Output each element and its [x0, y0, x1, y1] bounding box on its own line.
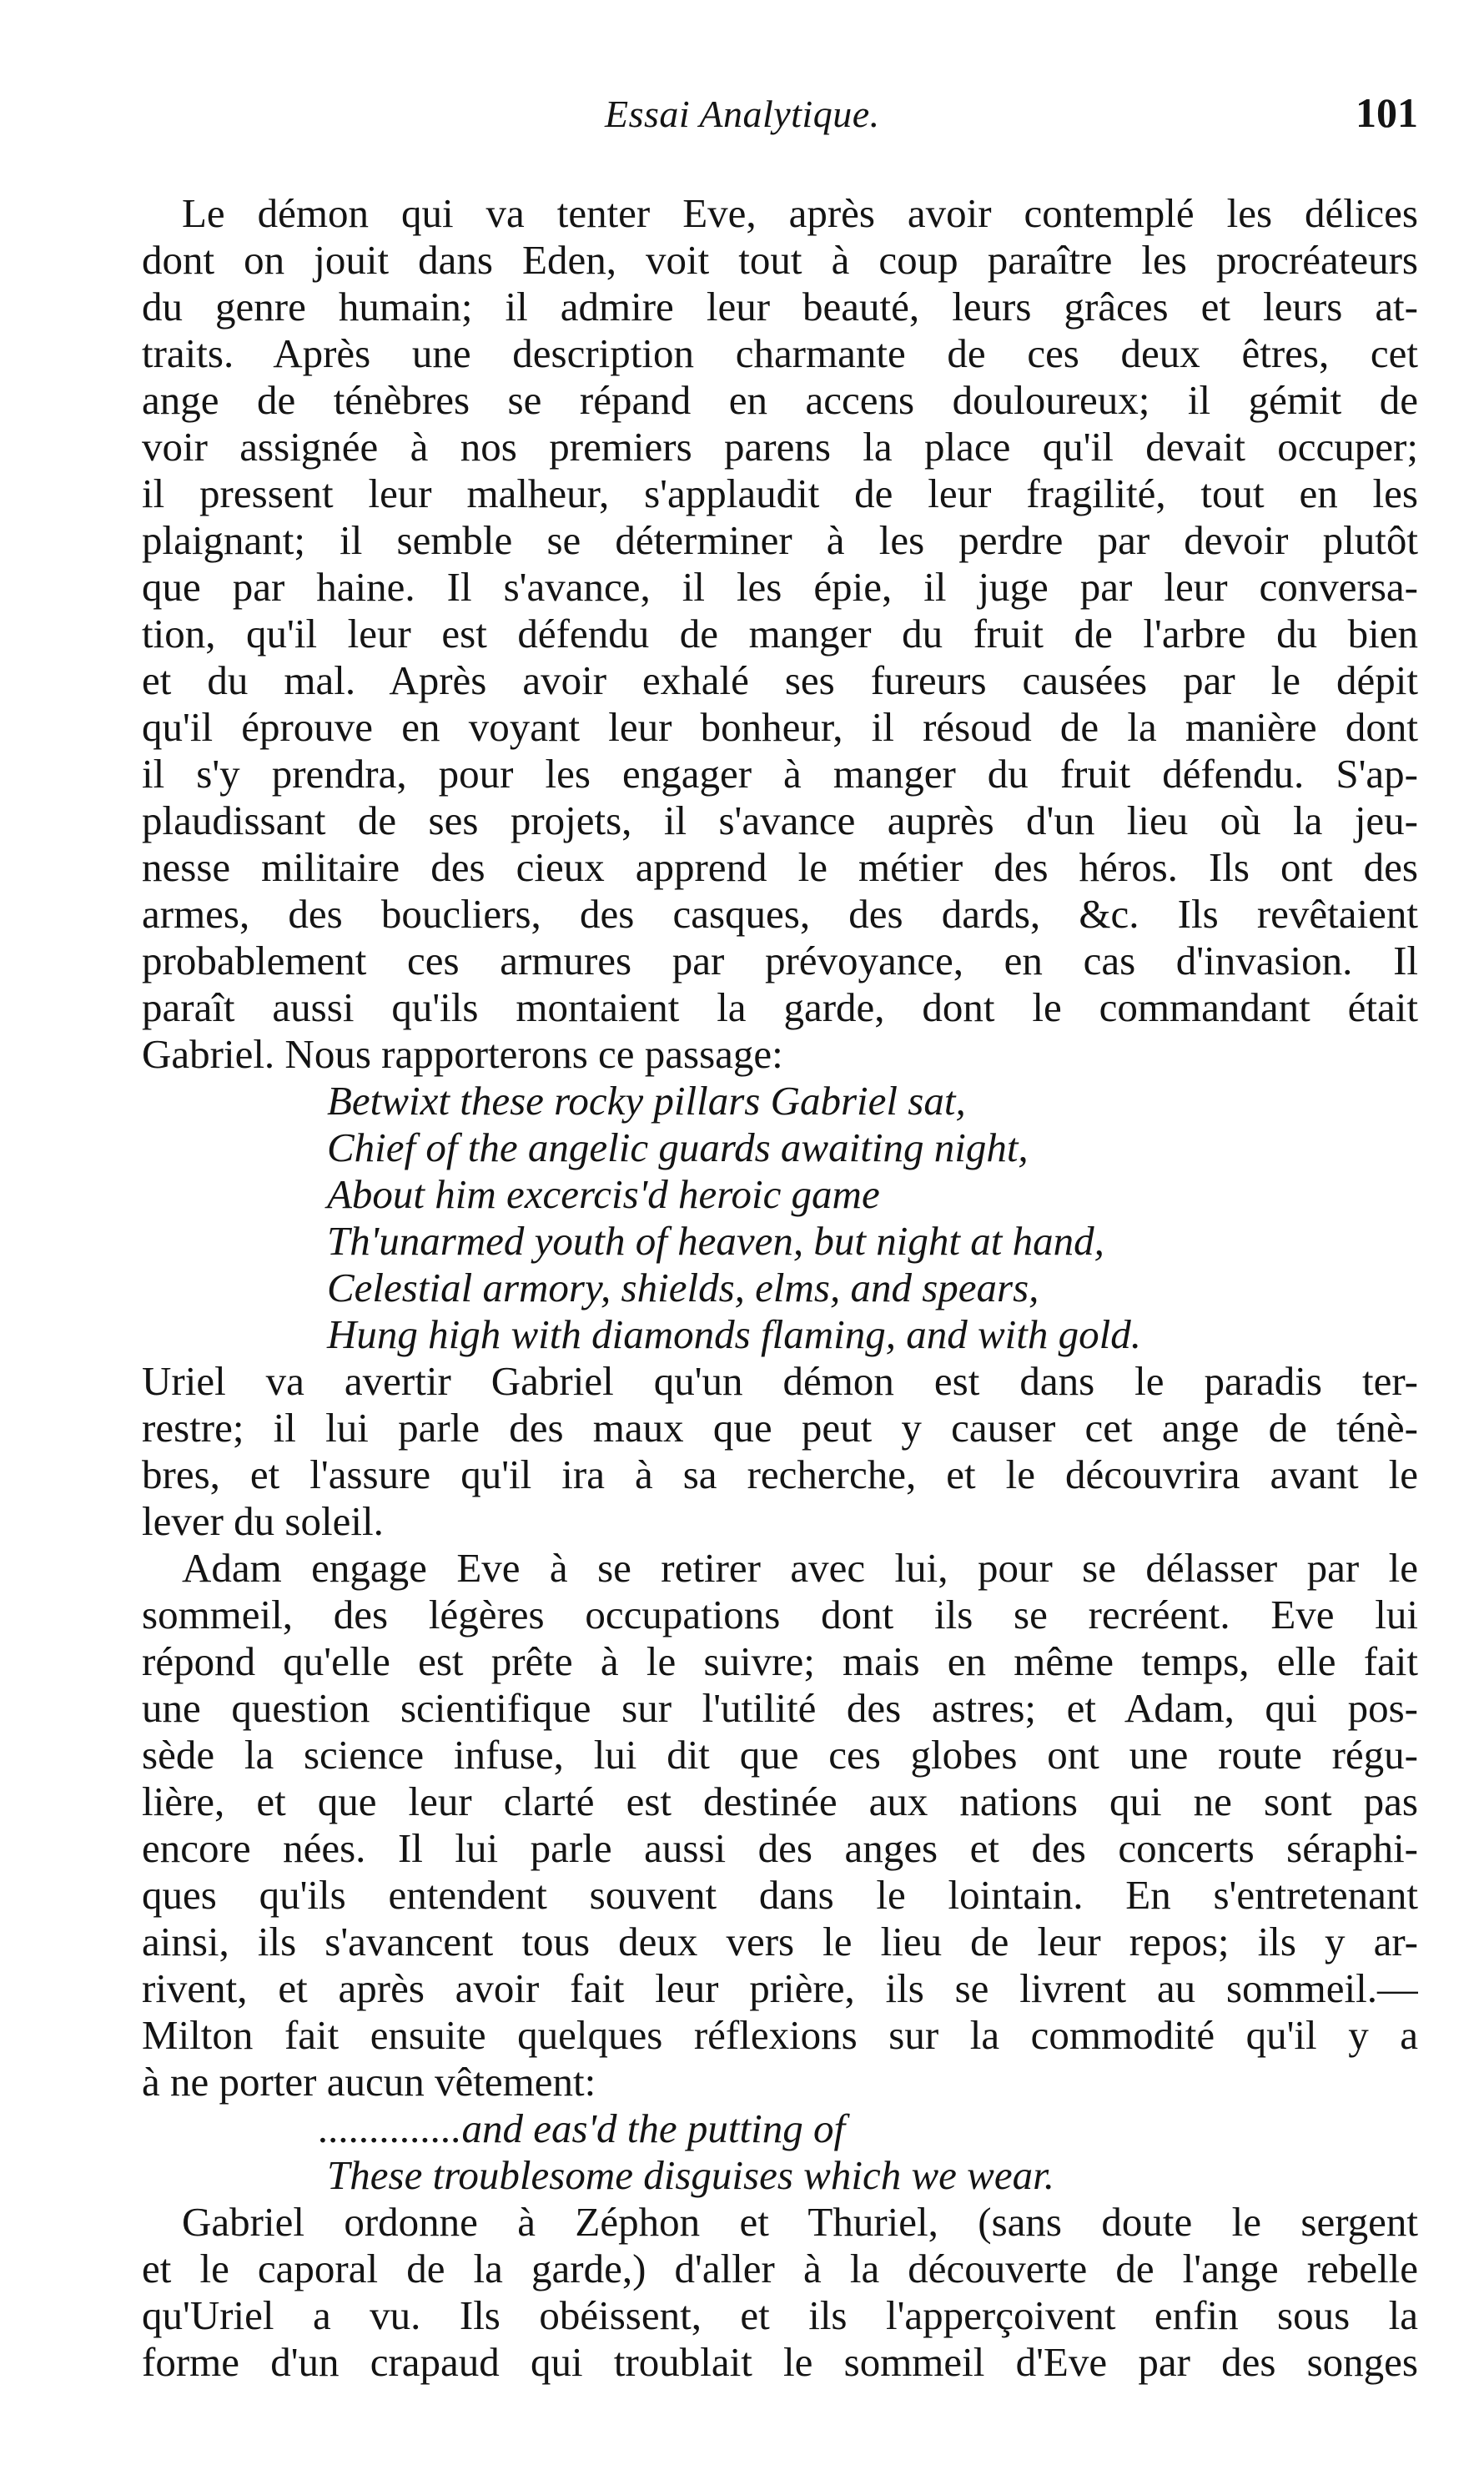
text-line: forme d'un crapaud qui troublait le sommeil d'Eve par des songes: [142, 2339, 1418, 2385]
text-line: sommeil, des légères occupations dont ils se recréent. Eve lui: [142, 1592, 1418, 1637]
running-title: Essai Analytique.: [605, 93, 880, 135]
text-line: ange de ténèbres se répand en accens douloureux; il gémit de: [142, 377, 1418, 423]
body-text: [142, 190, 1418, 2386]
page-number: 101: [1356, 89, 1418, 136]
text-line: lière, et que leur clarté est destinée aux nations qui ne sont pas: [142, 1778, 1418, 1824]
text-line: lever du soleil.: [142, 1498, 384, 1544]
text-line: paraît aussi qu'ils montaient la garde, dont le commandant était: [142, 984, 1418, 1030]
text-line: nesse militaire des cieux apprend le métier des héros. Ils ont des: [142, 844, 1418, 890]
text-line: répond qu'elle est prête à le suivre; mais en même temps, elle fait: [142, 1638, 1418, 1684]
text-line: probablement ces armures par prévoyance, en cas d'invasion. Il: [142, 938, 1418, 983]
text-line: ainsi, ils s'avancent tous deux vers le lieu de leur repos; ils y ar-: [142, 1919, 1418, 1964]
text-line: restre; il lui parle des maux que peut y causer cet ange de ténè-: [142, 1405, 1418, 1451]
text-line: il pressent leur malheur, s'applaudit de leur fragilité, tout en les: [142, 470, 1418, 516]
verse-line: Celestial armory, shields, elms, and spears,: [327, 1265, 1039, 1310]
verse-line: Chief of the angelic guards awaiting night,: [327, 1124, 1029, 1170]
text-line: Gabriel ordonne à Zéphon et Thuriel, (sans doute le sergent: [182, 2199, 1418, 2245]
text-line: il s'y prendra, pour les engager à manger du fruit défendu. S'ap-: [142, 751, 1418, 797]
verse-line: About him excercis'd heroic game: [327, 1171, 880, 1217]
text-line: qu'il éprouve en voyant leur bonheur, il résoud de la manière dont: [142, 704, 1418, 750]
text-line: que par haine. Il s'avance, il les épie, il juge par leur conversa-: [142, 564, 1418, 610]
text-line: et le caporal de la garde,) d'aller à la découverte de l'ange rebelle: [142, 2246, 1418, 2291]
text-line: qu'Uriel a vu. Ils obéissent, et ils l'apperçoivent enfin sous la: [142, 2292, 1418, 2338]
text-line: plaignant; il semble se déterminer à les perdre par devoir plutôt: [142, 517, 1418, 563]
text-line: voir assignée à nos premiers parens la place qu'il devait occuper;: [142, 424, 1418, 470]
verse-line: Betwixt these rocky pillars Gabriel sat,: [327, 1078, 966, 1124]
text-line: sède la science infuse, lui dit que ces globes ont une route régu-: [142, 1732, 1418, 1778]
text-line: ques qu'ils entendent souvent dans le lointain. En s'entretenant: [142, 1872, 1418, 1918]
text-line: à ne porter aucun vêtement:: [142, 2059, 596, 2105]
text-line: Milton fait ensuite quelques réflexions sur la commodité qu'il y a: [142, 2012, 1418, 2058]
text-line: une question scientifique sur l'utilité des astres; et Adam, qui pos-: [142, 1685, 1418, 1731]
text-line: tion, qu'il leur est défendu de manger du fruit de l'arbre du bien: [142, 611, 1418, 656]
text-line: rivent, et après avoir fait leur prière, ils se livrent au sommeil.—: [142, 1965, 1418, 2011]
text-line: et du mal. Après avoir exhalé ses fureurs causées par le dépit: [142, 657, 1418, 703]
text-line: Le démon qui va tenter Eve, après avoir contemplé les délices: [182, 190, 1418, 236]
text-line: plaudissant de ses projets, il s'avance auprès d'un lieu où la jeu-: [142, 797, 1418, 843]
text-line: traits. Après une description charmante de ces deux êtres, cet: [142, 330, 1418, 376]
verse-line: Th'unarmed youth of heaven, but night at hand,: [327, 1218, 1104, 1264]
text-line: dont on jouit dans Eden, voit tout à coup paraître les procréateurs: [142, 237, 1418, 283]
text-line: Adam engage Eve à se retirer avec lui, pour se délasser par le: [182, 1545, 1418, 1591]
text-line: bres, et l'assure qu'il ira à sa recherche, et le découvrira avant le: [142, 1451, 1418, 1497]
text-line: Uriel va avertir Gabriel qu'un démon est dans le paradis ter-: [142, 1358, 1418, 1404]
page-header: [142, 89, 1418, 150]
text-line: encore nées. Il lui parle aussi des anges et des concerts séraphi-: [142, 1825, 1418, 1871]
verse-line: These troublesome disguises which we wear.: [327, 2152, 1054, 2198]
text-line: Gabriel. Nous rapporterons ce passage:: [142, 1031, 783, 1077]
verse-line: ..............and eas'd the putting of: [319, 2105, 846, 2151]
text-line: armes, des boucliers, des casques, des dards, &c. Ils revêtaient: [142, 891, 1418, 937]
text-line: du genre humain; il admire leur beauté, leurs grâces et leurs at-: [142, 284, 1418, 329]
verse-line: Hung high with diamonds flaming, and with gold.: [327, 1311, 1141, 1357]
